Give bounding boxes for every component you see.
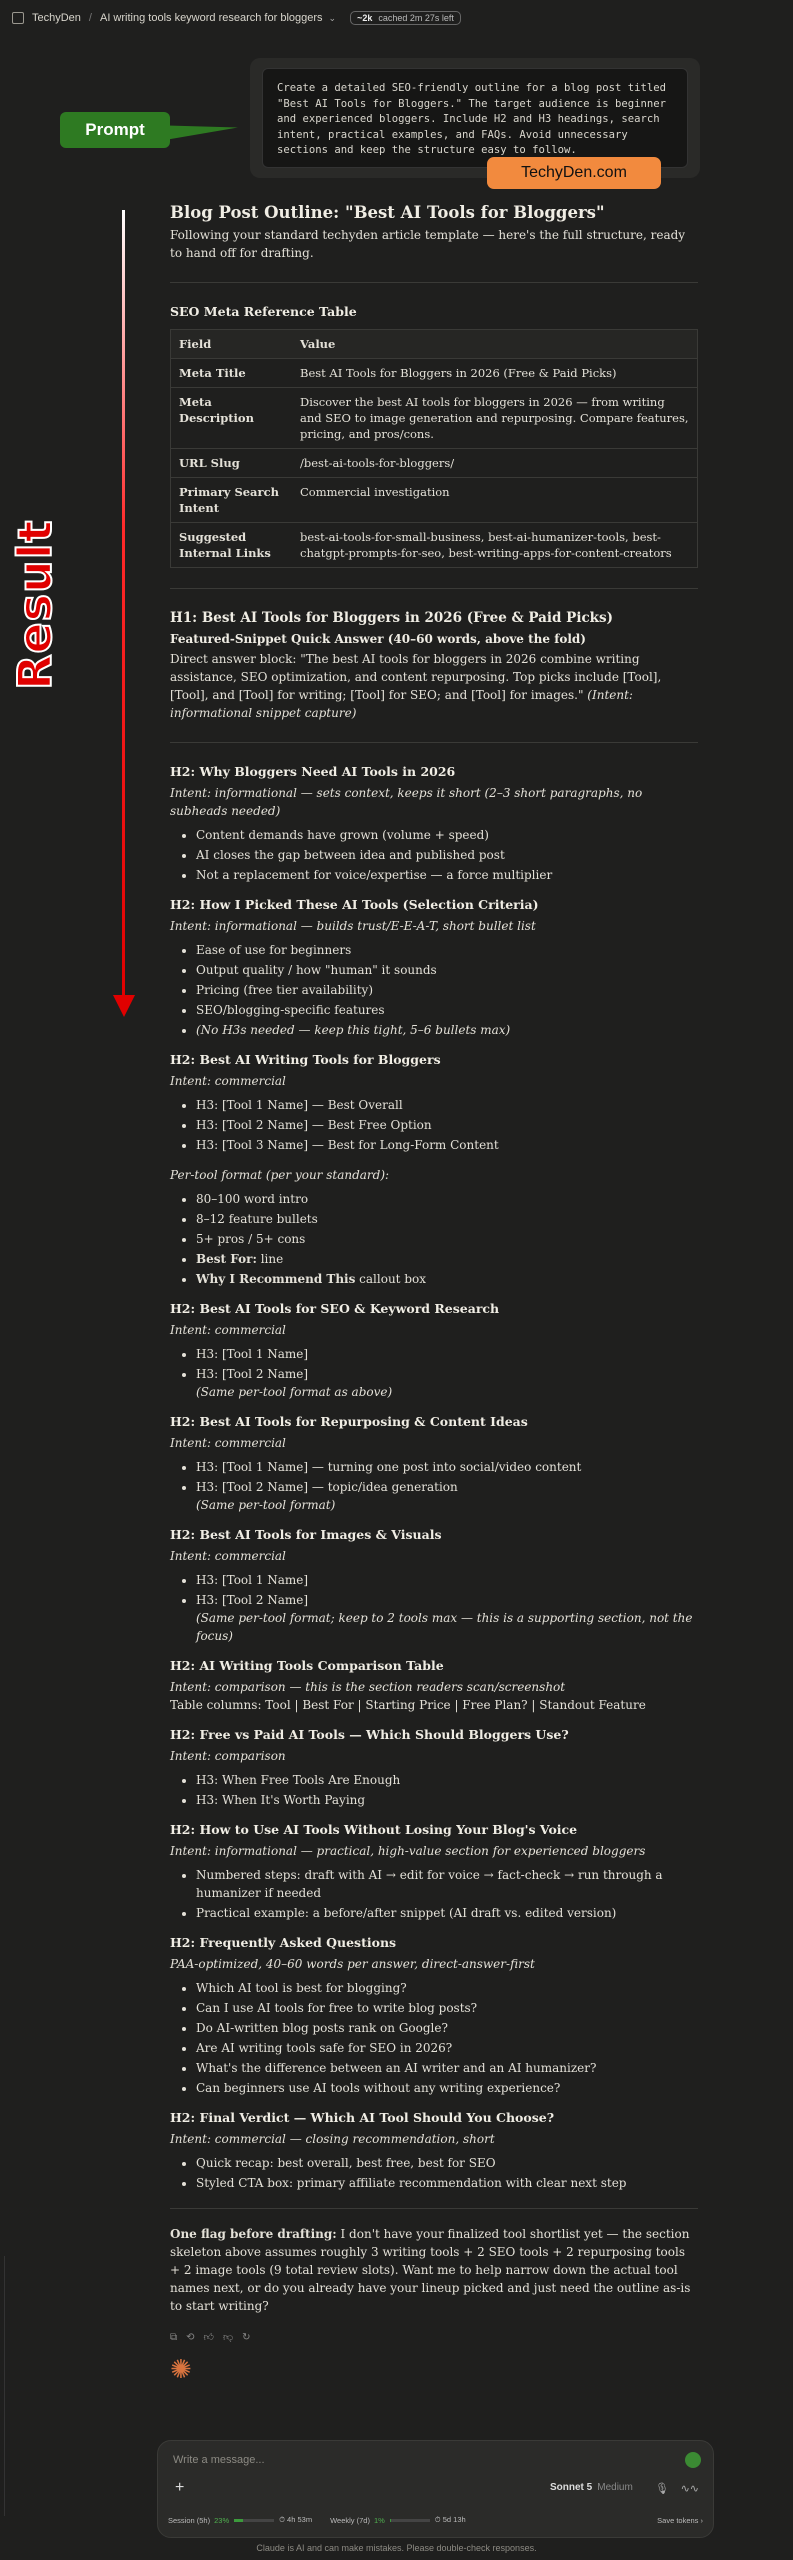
table-row [171,478,698,523]
prompt-label: Prompt [60,112,170,148]
prompt-arrow-icon [168,121,239,140]
model-mode: Medium [597,2482,633,2493]
table-cell: best-ai-tools-for-small-business, best-ai-humanizer-tools, best-chatgpt-prompts-for-seo, best-writing-apps-for-content-creators [292,523,698,568]
session-progress-fill [234,2519,243,2522]
section-intent: Intent: commercial [170,1436,286,1450]
flag-label: One flag before drafting: [170,2227,337,2241]
refresh-icon[interactable]: ↻ [242,2332,251,2343]
list-item: • Styled CTA box: primary affiliate recommendation with clear next step [196,2174,698,2192]
table-cell: Meta Description [171,388,293,449]
scroll-rail [0,2256,5,2516]
section-images [170,1526,698,1645]
cache-timer: cached 2m 27s left [378,13,454,23]
snippet-text [170,650,698,722]
list-item: • H3: [Tool 1 Name] [196,1571,698,1589]
section-intent: Intent: informational — sets context, keeps it short (2–3 short paragraphs, no subheads needed) [170,786,643,818]
list-item: • H3: [Tool 2 Name] — Best Free Option [196,1116,698,1134]
assistant-response [170,203,698,2385]
list-item: • H3: [Tool 1 Name] — turning one post into social/video content [196,1458,698,1476]
table-cell: URL Slug [171,449,293,478]
bullet-list [170,941,698,1039]
bullet-list [170,826,698,884]
list-item [196,1478,698,1514]
snippet-heading: Featured-Snippet Quick Answer (40–60 words, above the fold) [170,632,586,646]
list-item: • Are AI writing tools safe for SEO in 2026? [196,2039,698,2057]
table-header-row [171,330,698,359]
list-item: • Can I use AI tools for free to write blog posts? [196,1999,698,2017]
table-cell: Commercial investigation [292,478,698,523]
weekly-progress-fill [390,2519,391,2522]
section-free-vs-paid [170,1726,698,1809]
list-item [196,1250,698,1268]
bullet-list [170,1458,698,1514]
bullet-list [170,1345,698,1401]
list-item: • Can beginners use AI tools without any writing experience? [196,2079,698,2097]
section-intent: Intent: informational — builds trust/E-E-A-T, short bullet list [170,919,536,933]
section-criteria [170,896,698,1039]
list-item: • AI closes the gap between idea and published post [196,846,698,864]
list-item: • 8–12 feature bullets [196,1210,698,1228]
model-selector[interactable] [550,2482,633,2493]
list-item: • SEO/blogging-specific features [196,1001,698,1019]
copy-icon[interactable]: ⧉ [170,2332,178,2343]
model-name: Sonnet 5 [550,2482,593,2493]
weekly-percent: 1% [373,2515,385,2525]
weekly-label: Weekly (7d) [330,2515,370,2525]
closing-flag [170,2225,698,2315]
list-item [196,1270,698,1288]
meta-heading: SEO Meta Reference Table [170,304,357,319]
weekly-progress [390,2519,430,2522]
why-rest: callout box [355,1272,426,1286]
cache-badge [350,11,461,25]
status-icon[interactable] [685,2452,701,2468]
section-intent: Intent: comparison [170,1749,286,1763]
list-item-text: H3: [Tool 2 Name] [196,1367,309,1381]
message-input[interactable]: Write a message... [173,2454,265,2466]
thumbs-up-icon[interactable]: 👍︎ [203,2332,214,2343]
section-intent: Intent: commercial [170,1549,286,1563]
section-heading: H2: Best AI Tools for Repurposing & Content Ideas [170,1414,528,1429]
section-voice [170,1821,698,1922]
bullet-list [170,2154,698,2192]
list-item-text: H3: [Tool 2 Name] — topic/idea generation [196,1480,458,1494]
snippet-note: (Intent: informational snippet capture) [170,688,633,720]
session-reset: ⏱ 4h 53m [279,2515,313,2524]
section-heading: H2: AI Writing Tools Comparison Table [170,1658,444,1673]
list-note: (Same per-tool format; keep to 2 tools max — this is a supporting section, not the focus) [196,1611,693,1643]
list-item: • H3: When It's Worth Paying [196,1791,698,1809]
section-intent: Intent: commercial — closing recommendation, short [170,2132,495,2146]
section-heading: H2: How I Picked These AI Tools (Selection Criteria) [170,897,539,912]
result-label: Result [8,519,62,690]
section-repurposing [170,1413,698,1514]
bullet-list [170,1096,698,1154]
mic-icon[interactable]: 🎙︎ [655,2483,669,2495]
thumbs-down-icon[interactable]: 👎︎ [222,2332,234,2343]
list-item: • Which AI tool is best for blogging? [196,1979,698,1997]
list-item: • Practical example: a before/after snippet (AI draft vs. edited version) [196,1904,698,1922]
table-cell: Best AI Tools for Bloggers in 2026 (Free & Paid Picks) [292,359,698,388]
outline-title: Blog Post Outline: "Best AI Tools for Bloggers" [170,203,605,222]
section-intent: Intent: commercial [170,1323,286,1337]
save-tokens-link[interactable]: Save tokens › [657,2515,703,2525]
list-item: • Quick recap: best overall, best free, best for SEO [196,2154,698,2172]
breadcrumb-separator: / [88,12,92,24]
result-arrow-shaft [122,210,125,1002]
table-row [171,388,698,449]
section-text: Table columns: Tool | Best For | Starting Price | Free Plan? | Standout Feature [170,1698,646,1712]
table-header: Field [171,330,293,359]
section-heading: H2: Frequently Asked Questions [170,1935,397,1950]
divider [170,282,698,283]
section-seo-tools [170,1300,698,1401]
section-heading: H2: Final Verdict — Which AI Tool Should You Choose? [170,2110,555,2125]
workspace-name[interactable]: TechyDen [32,12,81,24]
table-cell: /best-ai-tools-for-bloggers/ [292,449,698,478]
sidebar-toggle-icon[interactable] [12,12,24,24]
format-label: Per-tool format (per your standard): [170,1168,390,1182]
message-composer [157,2440,714,2538]
weekly-reset: ⏱ 5d 13h [434,2515,466,2524]
user-prompt-text: Create a detailed SEO-friendly outline for a blog post titled "Best AI Tools for Bloggers." The target audience is beginner and experienced bloggers. Include H2 and H3 headings, search intent, practical examples, and FAQs. Avoid unnecessary sections and keep the structure easy to follow. [262,68,688,168]
list-item [196,1365,698,1401]
table-row [171,449,698,478]
list-item: • Not a replacement for voice/expertise — a force multiplier [196,866,698,884]
section-verdict [170,2109,698,2192]
list-item: • Pricing (free tier availability) [196,981,698,999]
list-note: (Same per-tool format) [196,1498,336,1512]
list-item: • Numbered steps: draft with AI → edit for voice → fact-check → run through a humanizer if needed [196,1866,698,1902]
list-item: • H3: [Tool 3 Name] — Best for Long-Form Content [196,1136,698,1154]
top-bar [0,0,793,36]
seo-meta-table [170,329,698,568]
list-item-text: H3: [Tool 2 Name] [196,1593,309,1607]
claude-spark-icon: ✺ [170,2355,192,2385]
section-heading: H2: How to Use AI Tools Without Losing Your Blog's Voice [170,1822,578,1837]
list-item: • H3: When Free Tools Are Enough [196,1771,698,1789]
chevron-down-icon[interactable]: ⌄ [328,12,337,23]
section-heading: H2: Why Bloggers Need AI Tools in 2026 [170,764,456,779]
list-item: • H3: [Tool 1 Name] [196,1345,698,1363]
section-writing-tools [170,1051,698,1288]
table-cell: Discover the best AI tools for bloggers in 2026 — from writing and SEO to image generation and repurposing. Compare features, pricing, and pros/cons. [292,388,698,449]
section-comparison [170,1657,698,1714]
best-for-rest: line [256,1252,284,1266]
session-label: Session (5h) [168,2515,211,2525]
chat-title[interactable]: AI writing tools keyword research for bloggers [99,12,323,24]
section-intent: PAA-optimized, 40–60 words per answer, direct-answer-first [170,1957,535,1971]
h1-heading: H1: Best AI Tools for Bloggers in 2026 (Free & Paid Picks) [170,610,614,626]
list-item: • Content demands have grown (volume + speed) [196,826,698,844]
list-item: • 80–100 word intro [196,1190,698,1208]
snippet-body: Direct answer block: "The best AI tools for bloggers in 2026 combine writing assistance, SEO optimization, and content repurposing. Top picks include [Tool], [Tool], and [Tool] for writing; [Tool] for SEO; and [Tool] for images." [170,652,662,702]
session-progress [234,2519,274,2522]
list-item: • What's the difference between an AI writer and an AI humanizer? [196,2059,698,2077]
section-why [170,763,698,884]
section-heading: H2: Best AI Tools for Images & Visuals [170,1527,442,1542]
divider [170,588,698,589]
retry-icon[interactable]: ⟲ [186,2332,195,2343]
list-item: • Do AI-written blog posts rank on Google? [196,2019,698,2037]
section-heading: H2: Free vs Paid AI Tools — Which Should Bloggers Use? [170,1727,569,1742]
table-cell: Suggested Internal Links [171,523,293,568]
divider [170,2208,698,2209]
section-heading: H2: Best AI Tools for SEO & Keyword Research [170,1301,500,1316]
list-note: (Same per-tool format as above) [196,1385,393,1399]
why-label: Why I Recommend This [196,1272,356,1286]
watermark-tag: TechyDen.com [487,157,661,189]
list-item: • Ease of use for beginners [196,941,698,959]
section-intent: Intent: comparison — this is the section readers scan/screenshot [170,1680,566,1694]
list-item: • Output quality / how "human" it sounds [196,961,698,979]
session-percent: 23% [214,2515,230,2525]
table-row [171,359,698,388]
list-item: • 5+ pros / 5+ cons [196,1230,698,1248]
best-for-label: Best For: [196,1252,257,1266]
table-row [171,523,698,568]
result-arrow-head-icon [113,995,135,1017]
list-item: • (No H3s needed — keep this tight, 5–6 bullets max) [196,1021,698,1039]
bullet-list [170,1866,698,1922]
outline-intro: Following your standard techyden article template — here's the full structure, ready to hand off for drafting. [170,228,686,260]
bullet-list [170,1979,698,2097]
table-cell: Primary Search Intent [171,478,293,523]
section-intent: Intent: informational — practical, high-value section for experienced bloggers [170,1844,646,1858]
table-header: Value [292,330,698,359]
usage-bar [168,2515,703,2525]
section-faq [170,1934,698,2097]
add-attachment-button[interactable]: + [175,2479,185,2496]
voice-wave-icon[interactable]: ∿∿ [680,2483,699,2495]
cache-count: ~2k [357,13,373,23]
list-item: • H3: [Tool 1 Name] — Best Overall [196,1096,698,1114]
bullet-list [170,1190,698,1288]
bullet-list [170,1771,698,1809]
section-intent: Intent: commercial [170,1074,286,1088]
section-heading: H2: Best AI Writing Tools for Bloggers [170,1052,441,1067]
table-cell: Meta Title [171,359,293,388]
bullet-list [170,1571,698,1645]
divider [170,742,698,743]
disclaimer: Claude is AI and can make mistakes. Please double-check responses. [256,2543,537,2553]
flag-text: I don't have your finalized tool shortlist yet — the section skeleton above assumes roughly 3 writing tools + 2 SEO tools + 2 repurposing tools + 2 image tools (9 total review slots). Want me to help narrow down the actual tool names next, or do you already have your lineup picked and just need the outline as-is to start writing? [170,2227,691,2313]
list-item [196,1591,698,1645]
message-actions [170,2329,698,2347]
